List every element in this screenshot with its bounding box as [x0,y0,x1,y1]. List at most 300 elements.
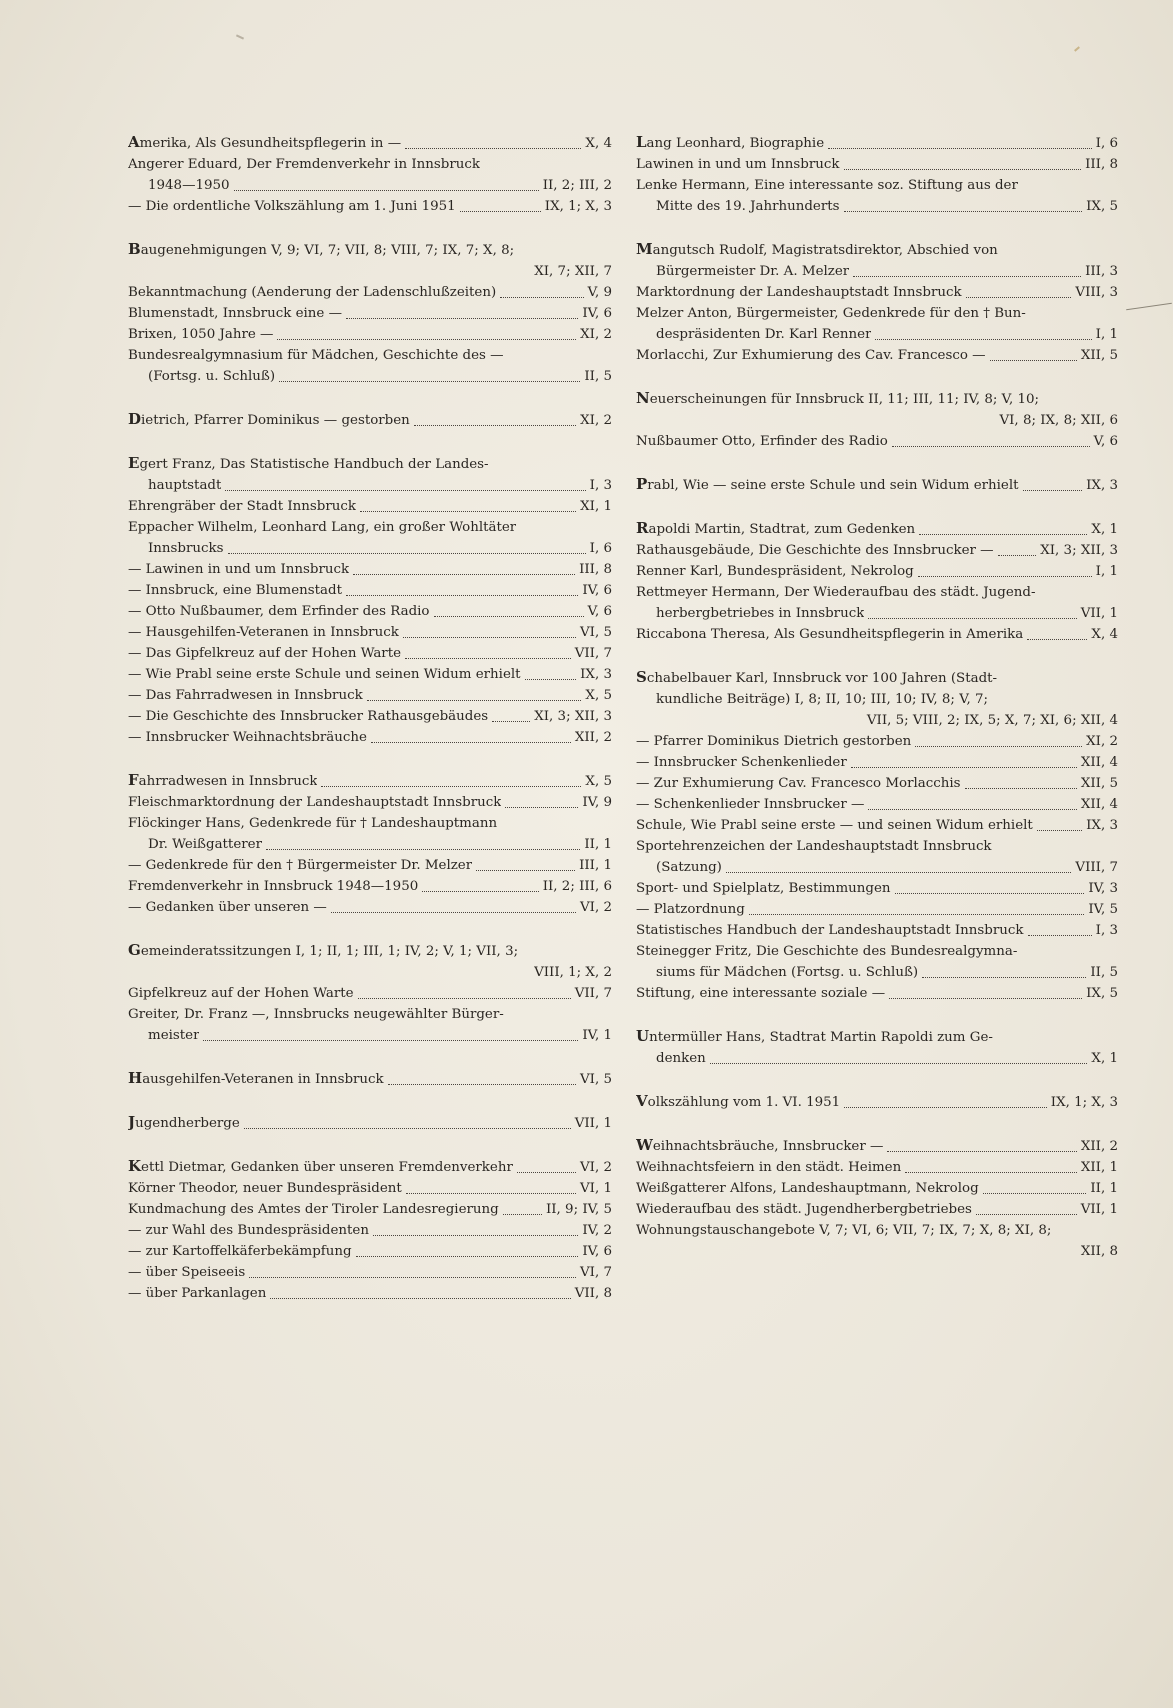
index-entry [128,1025,612,1046]
dot-leader [225,490,585,491]
entry-reference: III, 8 [1085,157,1118,172]
entry-title [128,643,401,664]
dot-leader [887,1151,1076,1152]
dot-leader [373,1235,578,1236]
entry-text: emeinderatssitzungen I, 1; II, 1; III, 1; IV, 2; V, 1; VII, 3; [140,944,519,959]
index-entry [128,897,612,918]
entry-text: — Innsbrucker Schenkenlieder [636,755,847,770]
index-group-p [636,474,1118,496]
entry-reference: III, 3 [1085,264,1118,279]
entry-reference: I, 6 [589,541,612,556]
dot-leader [476,870,575,871]
entry-reference: IV, 9 [582,795,612,810]
entry-title [128,239,514,261]
entry-text: Angerer Eduard, Der Fremdenverkehr in Innsbruck [128,157,480,172]
index-entry [128,813,612,834]
entry-text: ietrich, Pfarrer Dominikus — gestorben [141,413,410,428]
entry-text: meister [148,1028,200,1043]
entry-title [128,453,489,475]
dot-leader [922,977,1086,978]
entry-reference: VI, 1 [580,1181,612,1196]
index-group-r [636,518,1118,645]
index-group-f [128,770,612,918]
entry-title [636,1178,979,1199]
dot-leader [905,1172,1077,1173]
index-group-u [636,1026,1118,1069]
index-entry [128,1283,612,1304]
entry-text: Fremdenverkehr in Innsbruck 1948—1950 [128,879,419,894]
dot-leader [503,1214,542,1215]
entry-text: Blumenstadt, Innsbruck eine — [128,306,342,321]
entry-reference: VIII, 1; X, 2 [534,965,612,980]
dot-leader [321,786,581,787]
entry-initial: G [128,941,141,959]
entry-reference: X, 5 [585,688,612,703]
index-entry [128,983,612,1004]
entry-title [128,580,342,601]
index-group-s [636,667,1118,1004]
entry-title [128,685,363,706]
index-entry [636,1157,1118,1178]
dot-leader [405,148,581,149]
entry-text: Ehrengräber der Stadt Innsbruck [128,499,356,514]
dot-leader [976,1214,1077,1215]
index-entry [636,878,1118,899]
entry-title [128,622,399,643]
entry-title [636,794,864,815]
entry-text: Schule, Wie Prabl seine erste — und seinen Widum erhielt [636,818,1033,833]
entry-text: — Die ordentliche Volkszählung am 1. Juni 1951 [128,199,456,214]
entry-title [636,689,988,710]
dot-leader [892,446,1090,447]
entry-reference: XII, 2 [1080,1139,1118,1154]
dot-leader [998,555,1037,556]
entry-reference: IV, 6 [582,306,612,321]
entry-reference: V, 6 [587,604,612,619]
index-entry [128,792,612,813]
dot-leader [356,1256,579,1257]
entry-text: (Fortsg. u. Schluß) [148,369,276,384]
index-entry [636,239,1118,261]
entry-reference: IX, 1; X, 3 [1050,1095,1118,1110]
entry-initial: M [636,240,653,258]
entry-text: Melzer Anton, Bürgermeister, Gedenkrede für den † Bun- [636,306,1026,321]
dot-leader [525,679,577,680]
entry-text: Fleischmarktordnung der Landeshauptstadt Innsbruck [128,795,502,810]
index-group-b [128,239,612,387]
entry-text: Sportehrenzeichen der Landeshauptstadt Innsbruck [636,839,992,854]
dot-leader [915,746,1082,747]
entry-reference: XI, 1 [580,499,612,514]
dot-leader [505,807,578,808]
index-entry [636,857,1118,878]
index-entry [636,1026,1118,1048]
entry-text: ntermüller Hans, Stadtrat Martin Rapoldi zum Ge- [649,1030,993,1045]
paper-speck [1074,46,1080,51]
index-entry [636,710,1118,731]
entry-initial: L [636,133,647,151]
entry-text: gert Franz, Das Statistische Handbuch der Landes- [139,457,489,472]
dot-leader [868,618,1076,619]
index-entry [128,876,612,897]
entry-reference: VI, 7 [580,1265,612,1280]
dot-leader [346,595,578,596]
index-entry [128,345,612,366]
entry-reference: XII, 1 [1080,1160,1118,1175]
entry-reference: III, 8 [579,562,612,577]
dot-leader [367,700,582,701]
index-entry [636,345,1118,366]
entry-title [128,940,518,962]
entry-title [128,132,401,154]
entry-title [636,540,994,561]
dot-leader [371,742,571,743]
index-group-w [636,1135,1118,1262]
entry-initial: J [128,1113,136,1131]
entry-title [636,154,840,175]
index-entry [128,1178,612,1199]
index-entry [128,154,612,175]
entry-title [128,1262,245,1283]
index-entry [128,1112,612,1134]
index-entry [636,282,1118,303]
entry-title [636,899,745,920]
entry-title [128,770,317,792]
entry-reference: II, 9; IV, 5 [545,1202,612,1217]
entry-title [128,1112,240,1134]
entry-title [128,496,356,517]
entry-title [128,1068,384,1090]
dot-leader [244,1128,571,1129]
index-entry [636,582,1118,603]
entry-text: ang Leonhard, Biographie [646,136,825,151]
index-entry [636,1048,1118,1069]
entry-initial: U [636,1027,650,1045]
dot-leader [919,534,1087,535]
entry-initial: S [636,668,647,686]
entry-title [636,941,1017,962]
entry-text: — Hausgehilfen-Veteranen in Innsbruck [128,625,399,640]
index-entry [128,1241,612,1262]
index-entry [128,685,612,706]
index-entry [128,664,612,685]
dot-leader [405,658,571,659]
dot-leader [346,318,578,319]
entry-title [128,727,367,748]
entry-reference: IV, 6 [582,583,612,598]
index-entry [128,580,612,601]
entry-text: Bundesrealgymnasium für Mädchen, Geschichte des — [128,348,504,363]
entry-text: Wohnungstauschangebote V, 7; VI, 6; VII, 7; IX, 7; X, 8; XI, 8; [636,1223,1052,1238]
entry-initial: H [128,1069,143,1087]
index-entry [636,561,1118,582]
entry-text: augenehmigungen V, 9; VI, 7; VII, 8; VIII, 7; IX, 7; X, 8; [140,243,515,258]
entry-reference: I, 6 [1095,136,1118,151]
dot-leader [990,360,1077,361]
entry-text: 1948—1950 [148,178,230,193]
entry-text: Greiter, Dr. Franz —, Innsbrucks neugewählter Bürger- [128,1007,504,1022]
entry-title [636,582,1035,603]
entry-title [128,409,410,431]
entry-text: Rettmeyer Hermann, Der Wiederaufbau des städt. Jugend- [636,585,1036,600]
index-entry [636,815,1118,836]
entry-title [636,561,914,582]
index-entry [636,261,1118,282]
entry-title [636,282,962,303]
dot-leader [844,169,1082,170]
dot-leader [889,998,1082,999]
dot-leader [234,190,539,191]
entry-initial: P [636,475,648,493]
entry-title [636,196,840,217]
index-entry [128,1004,612,1025]
entry-reference: IX, 5 [1086,199,1118,214]
entry-text: siums für Mädchen (Fortsg. u. Schluß) [656,965,919,980]
index-group-e [128,453,612,748]
index-entry [636,941,1118,962]
entry-reference: XII, 8 [1080,1244,1118,1259]
dot-leader [266,849,580,850]
entry-title [128,1241,352,1262]
index-entry [636,603,1118,624]
entry-title [636,731,911,752]
entry-title [128,303,342,324]
entry-title [636,324,871,345]
entry-title [636,518,915,540]
entry-title [636,1048,706,1069]
entry-title [636,175,1018,196]
entry-text: Innsbrucks [148,541,224,556]
dot-leader [1023,490,1083,491]
entry-reference: VIII, 3 [1075,285,1118,300]
dot-leader [353,574,575,575]
entry-initial: B [128,240,141,258]
index-entry [128,1199,612,1220]
entry-text: — Innsbrucker Weihnachtsbräuche [128,730,367,745]
index-entry [128,643,612,664]
entry-title [636,815,1033,836]
index-entry [128,239,612,261]
entry-reference: XII, 4 [1080,755,1118,770]
entry-text: euerscheinungen für Innsbruck II, 11; III, 11; IV, 8; V, 10; [649,392,1040,407]
index-entry [128,475,612,496]
entry-initial: E [128,454,140,472]
entry-initial: V [636,1092,648,1110]
entry-title [128,813,497,834]
entry-reference: X, 1 [1091,522,1118,537]
index-entry [636,667,1118,689]
dot-leader [710,1063,1088,1064]
dot-leader [360,511,576,512]
index-entry [636,1220,1118,1241]
entry-reference: V, 6 [1093,434,1118,449]
entry-title [636,983,885,1004]
index-entry [128,1220,612,1241]
entry-reference: XII, 5 [1080,776,1118,791]
entry-title [636,878,891,899]
dot-leader [460,211,541,212]
entry-text: — Pfarrer Dominikus Dietrich gestorben [636,734,912,749]
entry-text: — Wie Prabl seine erste Schule und seinen Widum erhielt [128,667,521,682]
dot-leader [249,1277,576,1278]
entry-title [636,920,1024,941]
entry-reference: VI, 2 [580,900,612,915]
entry-text: — Das Fahrradwesen in Innsbruck [128,688,363,703]
entry-reference: VI, 5 [580,625,612,640]
entry-reference: VIII, 7 [1075,860,1118,875]
dot-leader [358,998,571,999]
entry-text: merika, Als Gesundheitspflegerin in — [139,136,402,151]
index-entry [636,624,1118,645]
entry-title [128,855,472,876]
entry-title [636,1157,901,1178]
entry-text: Riccabona Theresa, Als Gesundheitspflegerin in Amerika [636,627,1024,642]
entry-title [636,261,849,282]
paper-speck [236,34,244,39]
entry-reference: V, 9 [587,285,612,300]
dot-leader [851,767,1077,768]
entry-title [128,1178,402,1199]
dot-leader [270,1298,570,1299]
entry-title [128,324,273,345]
entry-reference: IV, 5 [1088,902,1118,917]
entry-title [128,517,516,538]
entry-initial: A [128,133,140,151]
dot-leader [875,339,1091,340]
dot-leader [279,381,580,382]
entry-text: — über Parkanlagen [128,1286,267,1301]
entry-title [128,345,504,366]
entry-text: — Platzordnung [636,902,745,917]
entry-text: Statistisches Handbuch der Landeshauptstadt Innsbruck [636,923,1024,938]
entry-text: Brixen, 1050 Jahre — [128,327,274,342]
entry-title [128,475,221,496]
entry-text: chabelbauer Karl, Innsbruck vor 100 Jahren (Stadt- [646,671,998,686]
entry-title [128,1004,504,1025]
entry-reference: I, 3 [589,478,612,493]
dot-leader [749,914,1085,915]
index-entry [128,559,612,580]
dot-leader [966,297,1072,298]
entry-title [636,239,998,261]
entry-reference: I, 1 [1095,327,1118,342]
index-entry [128,622,612,643]
index-entry [636,962,1118,983]
entry-title [636,667,997,689]
entry-reference: VI, 5 [580,1072,612,1087]
entry-text: — zur Kartoffelkäferbekämpfung [128,1244,352,1259]
entry-reference: I, 1 [1095,564,1118,579]
dot-leader [828,148,1092,149]
entry-reference: II, 5 [584,369,612,384]
entry-text: Weißgatterer Alfons, Landeshauptmann, Nekrolog [636,1181,979,1196]
index-entry [636,196,1118,217]
entry-reference: XI, 2 [580,413,612,428]
entry-text: eihnachtsbräuche, Innsbrucker — [652,1139,884,1154]
index-entry [636,324,1118,345]
entry-title [128,601,430,622]
entry-text: Flöckinger Hans, Gedenkrede für † Landeshauptmann [128,816,498,831]
entry-text: — Das Gipfelkreuz auf der Hohen Warte [128,646,402,661]
entry-reference: XI, 7; XII, 7 [534,264,612,279]
index-entry [636,920,1118,941]
index-group-l [636,132,1118,217]
dot-leader [517,1172,576,1173]
index-entry [128,1262,612,1283]
index-entry [636,983,1118,1004]
dot-leader [726,872,1072,873]
index-entry [636,1135,1118,1157]
entry-title [636,603,864,624]
dot-leader [388,1084,576,1085]
index-entry [636,731,1118,752]
index-entry [636,794,1118,815]
entry-reference: IX, 3 [1086,818,1118,833]
index-entry [636,518,1118,540]
entry-text: Bekanntmachung (Aenderung der Ladenschlußzeiten) [128,285,497,300]
entry-initial: R [636,519,649,537]
index-entry [128,962,612,983]
index-entry [128,517,612,538]
entry-text: ettl Dietmar, Gedanken über unseren Fremdenverkehr [141,1160,513,1175]
index-entry [636,388,1118,410]
index-group-v [636,1091,1118,1113]
entry-title [128,154,480,175]
entry-text: apoldi Martin, Stadtrat, zum Gedenken [648,522,916,537]
dot-leader [853,276,1081,277]
index-entry [636,431,1118,452]
entry-reference: III, 1 [579,858,612,873]
entry-title [128,1220,369,1241]
entry-title [636,1199,972,1220]
entry-reference: IX, 1; X, 3 [544,199,612,214]
entry-text: Rathausgebäude, Die Geschichte des Innsbrucker — [636,543,994,558]
entry-initial: W [636,1136,653,1154]
entry-reference: XII, 2 [574,730,612,745]
entry-reference: IV, 6 [582,1244,612,1259]
entry-reference: XI, 2 [1086,734,1118,749]
entry-reference: IX, 3 [1086,478,1118,493]
entry-text: (Satzung) [656,860,722,875]
index-entry [128,834,612,855]
entry-text: Wiederaufbau des städt. Jugendherbergbetriebes [636,1202,972,1217]
entry-text: Stiftung, eine interessante soziale — [636,986,886,1001]
dot-leader [895,893,1085,894]
entry-text: — Die Geschichte des Innsbrucker Rathausgebäudes [128,709,489,724]
entry-reference: XI, 3; XII, 3 [1040,543,1118,558]
index-entry [128,1068,612,1090]
index-group-g [128,940,612,1046]
entry-text: angutsch Rudolf, Magistratsdirektor, Abschied von [652,243,998,258]
entry-reference: VII, 1 [1080,1202,1118,1217]
entry-reference: IV, 2 [582,1223,612,1238]
entry-text: — zur Wahl des Bundespräsidenten [128,1223,369,1238]
dot-leader [406,1193,576,1194]
entry-reference: II, 1 [1090,1181,1118,1196]
index-entry [128,1156,612,1178]
entry-text: ausgehilfen-Veteranen in Innsbruck [142,1072,384,1087]
entry-title [128,876,418,897]
index-entry [128,940,612,962]
entry-title [636,303,1026,324]
index-group-a [128,132,612,217]
index-group-d [128,409,612,431]
dot-leader [868,809,1076,810]
dot-leader [277,339,576,340]
entry-text: Marktordnung der Landeshauptstadt Innsbruck [636,285,962,300]
index-entry [636,175,1118,196]
entry-title [128,175,230,196]
